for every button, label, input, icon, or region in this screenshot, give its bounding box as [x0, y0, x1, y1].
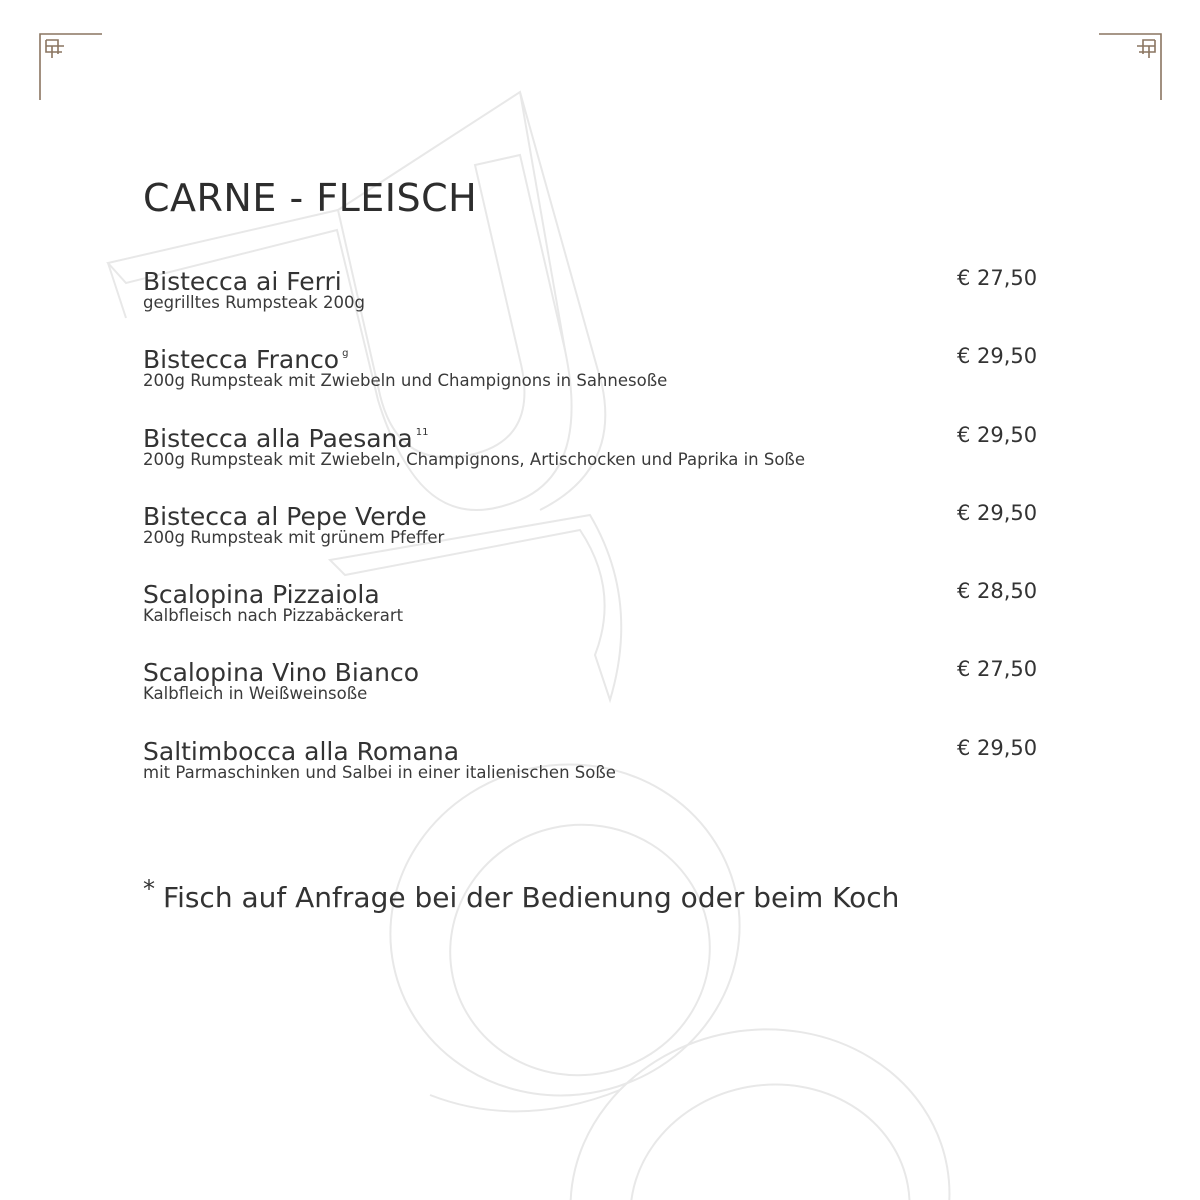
corner-ornament-right	[1095, 30, 1165, 102]
dish-description: 200g Rumpsteak mit Zwiebeln und Champignons in Sahnesoße	[143, 371, 668, 391]
menu-item	[143, 337, 1043, 415]
dish-name: Saltimbocca alla Romana	[143, 736, 460, 766]
dish-price: € 28,50	[957, 579, 1038, 604]
dish-name: Scalopina Pizzaiola	[143, 580, 380, 610]
footnote	[143, 866, 899, 921]
allergen-note: 11	[415, 426, 429, 438]
dish-price: € 29,50	[957, 500, 1038, 525]
allergen-note: g	[342, 348, 349, 360]
menu-item	[143, 572, 1043, 650]
dish-description: gegrilltes Rumpsteak 200g	[143, 293, 365, 312]
dish-name: Bistecca al Pepe Verde	[143, 501, 427, 531]
dish-name: Bistecca alla Paesana $^{11}$	[143, 423, 429, 453]
menu-item	[143, 494, 1043, 572]
dish-description: mit Parmaschinken und Salbei in einer italienischen Soße	[143, 762, 616, 782]
dish-description: Kalbfleich in Weißweinsoße	[143, 684, 368, 704]
menu-list	[143, 259, 1043, 807]
menu-item	[143, 259, 1043, 337]
menu-item	[143, 729, 1043, 807]
section-title: CARNE - FLEISCH	[143, 176, 478, 220]
dish-description: 200g Rumpsteak mit Zwiebeln, Champignons, Artischocken und Paprika in Soße	[143, 449, 805, 469]
dish-price: € 29,50	[957, 344, 1038, 369]
footnote-asterisk: *	[143, 875, 155, 903]
menu-item	[143, 650, 1043, 728]
dish-price: € 27,50	[957, 266, 1038, 290]
dish-description: 200g Rumpsteak mit grünem Pfeffer	[143, 527, 445, 547]
footnote-text: Fisch auf Anfrage bei der Bedienung oder beim Koch	[163, 881, 900, 914]
dish-price: € 29,50	[957, 735, 1038, 760]
dish-price: € 27,50	[957, 657, 1038, 682]
dish-name: Scalopina Vino Bianco	[143, 658, 419, 688]
menu-item	[143, 416, 1043, 494]
dish-name: Bistecca Franco $^g$	[143, 345, 349, 375]
dish-description: Kalbfleisch nach Pizzabäckerart	[143, 606, 404, 626]
dish-name: Bistecca ai Ferri	[143, 267, 342, 296]
corner-ornament-left	[36, 30, 106, 102]
dish-price: € 29,50	[957, 422, 1038, 447]
